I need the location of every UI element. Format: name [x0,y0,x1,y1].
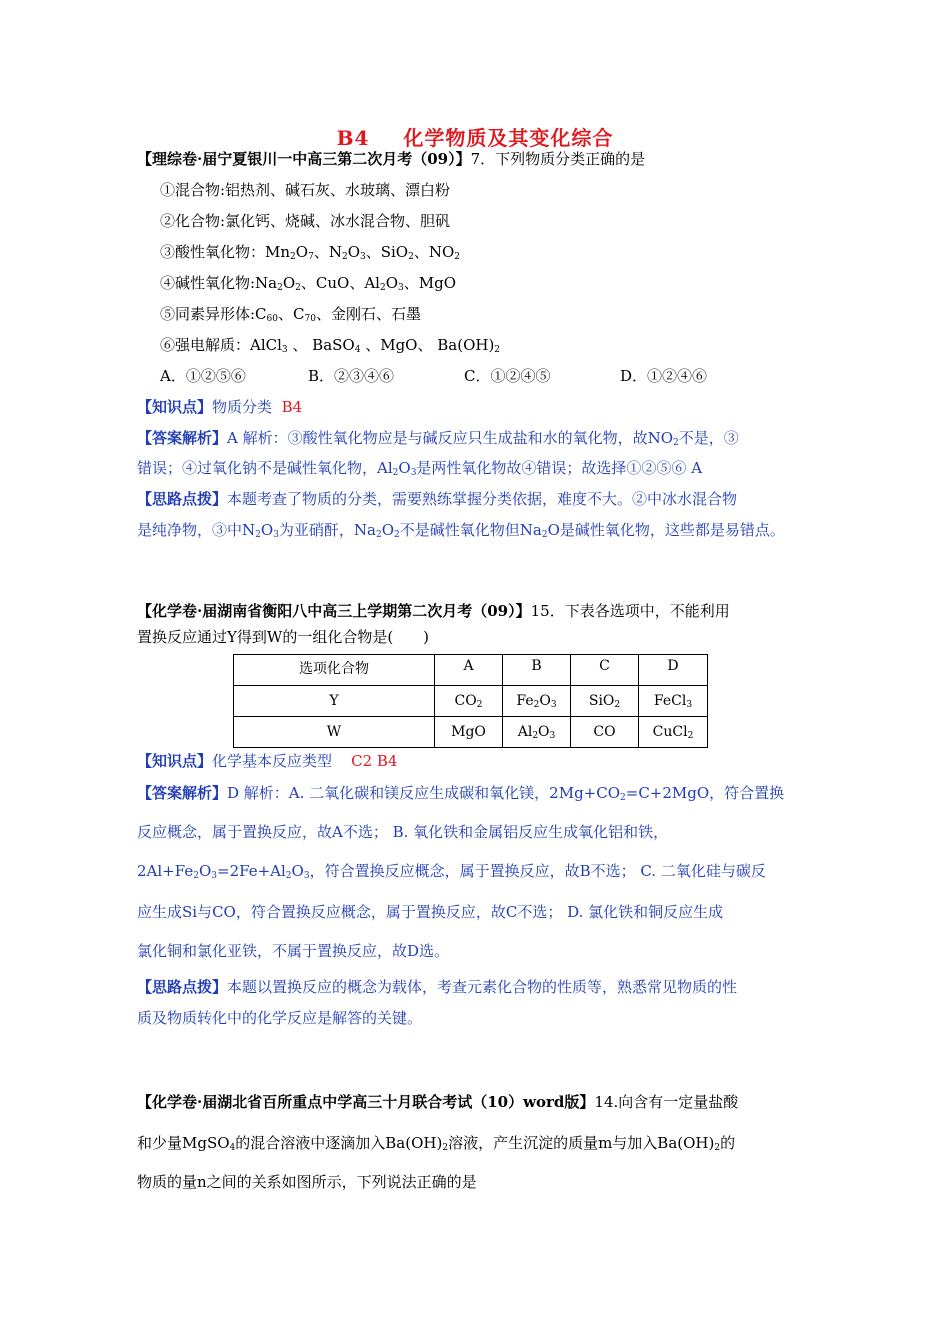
q1-header [137,149,645,169]
table-cell: FeCl$_3$ [639,686,708,717]
q1-thought-line-2: 是纯净物，③中$N_2O_3$为亚硝酐，$Na_2O_2$不是碱性氧化物但$Na_2O$是碱性氧化物，这些都是易错点。 [137,521,785,540]
section-title: 化学物质及其变化综合 [403,126,614,150]
table-cell: SiO$_2$ [571,686,639,717]
table-row [234,686,708,717]
table-cell: $Al_2O_3$ [503,717,571,748]
q2-answer-line-5: 氯化铜和氯化亚铁，不属于置换反应，故D选。 [137,942,450,960]
table-cell: CO [571,717,639,748]
table-row [234,717,708,748]
table-header-cell: B [503,655,571,686]
table-cell: $Fe_2O_3$ [503,686,571,717]
q2-answer-line-4: 应生成Si与CO，符合置换反应概念，属于置换反应，故C不选； D. 氯化铁和铜反应生成 [137,903,724,921]
table-header-cell: A [435,655,503,686]
q1-item-1: ①混合物:铝热剂、碱石灰、水玻璃、漂白粉 [160,181,451,199]
q1-stem: 7．下列物质分类正确的是 [470,150,646,168]
q2-stem-line-2: 置换反应通过Y得到W的一组化合物是( ) [137,628,430,646]
q1-item-4: ④碱性氧化物$:Na_2O_2$、CuO、$Al_2O_3$、MgO [160,274,457,293]
table-cell: W [234,717,435,748]
q2-stem: 15．下表各选项中，不能利用 [530,602,730,620]
q2-thought-line-1: 【思路点拨】本题以置换反应的概念为载体，考查元素化合物的性质等，熟悉常见物质的性 [137,978,738,996]
q1-option-b: B．②③④⑥ [308,367,395,385]
q1-item-5: ⑤同素异形体$:C_{60}$、$C_{70}$、金刚石、石墨 [160,305,421,324]
q3-stem-line-3: 物质的量n之间的关系如图所示，下列说法正确的是 [137,1173,477,1191]
q1-answer-line-1: 【答案解析】A 解析：③酸性氧化物应是与碱反应只生成盐和水的氧化物，故$NO_2$不是，③ [137,429,739,448]
q2-source: 【化学卷·届湖南省衡阳八中高三上学期第二次月考（09）】 [137,602,531,620]
q1-answer-line-2: 错误；④过氧化钠不是碱性氧化物，$Al_2O_3$是两性氧化物故④错误；故选择①②⑤⑥ A [137,459,703,478]
q1-item-2: ②化合物:氯化钙、烧碱、冰水混合物、胆矾 [160,212,451,230]
q2-header [137,601,730,621]
page-title [0,122,950,151]
q1-option-d: D．①②④⑥ [620,367,708,385]
q3-header [137,1092,738,1112]
table-cell: $CO_2$ [435,686,503,717]
q2-answer-line-2: 反应概念，属于置换反应，故A不选； B. 氧化铁和金属铝反应生成氧化铝和铁， [137,823,669,841]
q3-stem-line-2: 和少量MgSO$_4$的混合溶液中逐滴加入$Ba(OH)_2$溶液，产生沉淀的质量m与加入$Ba(OH)_2$的 [137,1134,736,1153]
table-header-cell: C [571,655,639,686]
table-cell: Y [234,686,435,717]
q2-knowledge: 【知识点】化学基本反应类型 C2 B4 [137,752,398,770]
q1-item-6: ⑥强电解质：AlCl$_3$ 、 BaSO$_4$ 、MgO、 $Ba(OH)_2$ [160,336,501,355]
q1-options [160,366,707,386]
table-header-cell: 选项化合物 [234,655,435,686]
q1-thought-line-1: 【思路点拨】本题考查了物质的分类，需要熟练掌握分类依据，难度不大。②中冰水混合物 [137,490,738,508]
q2-table [233,654,708,748]
q3-source: 【化学卷·届湖北省百所重点中学高三十月联合考试（10）word版】 [137,1093,595,1111]
q2-answer-line-1: 【答案解析】D 解析：A. 二氧化碳和镁反应生成碳和氧化镁，$2Mg+CO_2=C+2MgO$，符合置换 [137,784,785,803]
table-header-cell: D [639,655,708,686]
q1-knowledge: 【知识点】物质分类 B4 [137,398,303,416]
q1-source: 【理综卷·届宁夏银川一中高三第二次月考（09）】 [137,150,471,168]
q2-thought-line-2: 质及物质转化中的化学反应是解答的关键。 [137,1009,423,1027]
q1-option-a: A．①②⑤⑥ [160,367,246,385]
table-header-row [234,655,708,686]
q1-item-3: ③酸性氧化物：$Mn_2O_7$、$N_2O_3$、SiO$_2$、$NO_2$ [160,243,461,262]
table-cell: CuCl$_2$ [639,717,708,748]
table-cell: MgO [435,717,503,748]
q3-stem: 14.向含有一定量盐酸 [594,1093,739,1111]
q2-answer-line-3: $2Al+Fe_2O_3=2Fe+Al_2O_3$，符合置换反应概念，属于置换反应，故B不选； C. 二氧化硅与碳反 [137,862,766,881]
section-code: B4 [336,126,370,150]
q1-option-c: C．①②④⑤ [464,367,551,385]
